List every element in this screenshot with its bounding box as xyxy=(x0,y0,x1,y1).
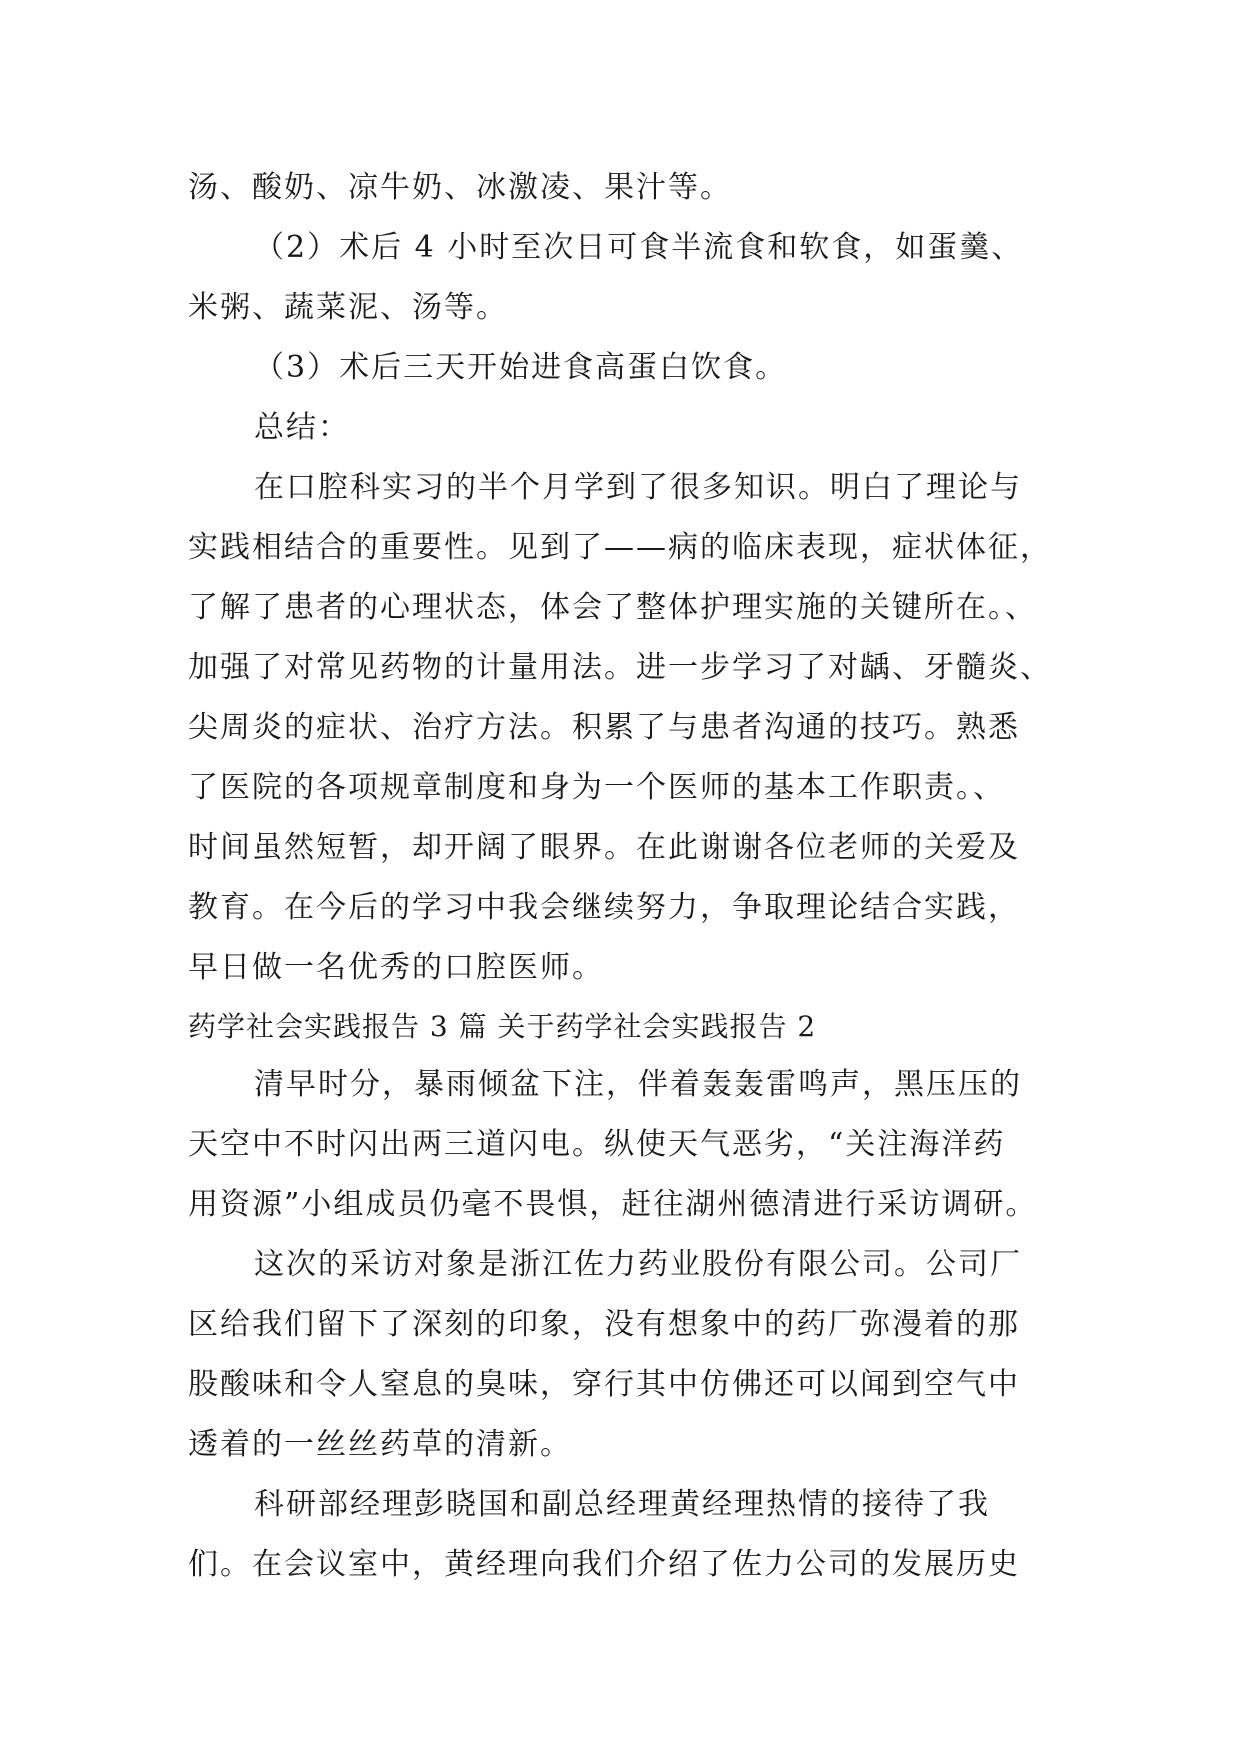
paragraph-line: 汤、酸奶、凉牛奶、冰激凌、果汁等。 xyxy=(188,170,732,205)
paragraph-line: 清早时分，暴雨倾盆下注，伴着轰轰雷鸣声，黑压压的 xyxy=(254,1067,1022,1102)
paragraph-line: 实践相结合的重要性。见到了——病的临床表现，症状体征， xyxy=(188,530,1052,565)
report-section-visit xyxy=(188,1055,1068,1595)
paragraph-line: 股酸味和令人窒息的臭味，穿行其中仿佛还可以闻到空气中 xyxy=(188,1367,1020,1402)
paragraph-line: 这次的采访对象是浙江佐力药业股份有限公司。公司厂 xyxy=(254,1247,1022,1282)
paragraph-line: 天空中不时闪出两三道闪电。纵使天气恶劣，“关注海洋药 xyxy=(188,1127,1006,1162)
section-heading: 药学社会实践报告 3 篇 关于药学社会实践报告 2 xyxy=(188,1010,817,1043)
paragraph-line: （3）术后三天开始进食高蛋白饮食。 xyxy=(254,350,788,385)
report-section-summary xyxy=(188,158,1068,998)
paragraph-line: 们。在会议室中，黄经理向我们介绍了佐力公司的发展历史 xyxy=(188,1547,1020,1582)
paragraph-line: 加强了对常见药物的计量用法。进一步学习了对龋、牙髓炎、 xyxy=(188,650,1052,685)
paragraph-line: 教育。在今后的学习中我会继续努力，争取理论结合实践， xyxy=(188,890,1020,925)
paragraph-line: （2）术后 4 小时至次日可食半流食和软食，如蛋羹、 xyxy=(254,230,1024,265)
document-body xyxy=(188,158,1068,1595)
paragraph-line: 在口腔科实习的半个月学到了很多知识。明白了理论与 xyxy=(254,470,1022,505)
paragraph-line: 时间虽然短暂，却开阔了眼界。在此谢谢各位老师的关爱及 xyxy=(188,830,1020,865)
paragraph-line: 透着的一丝丝药草的清新。 xyxy=(188,1427,572,1462)
paragraph-line: 早日做一名优秀的口腔医师。 xyxy=(188,950,604,985)
paragraph-line: 科研部经理彭晓国和副总经理黄经理热情的接待了我 xyxy=(254,1487,990,1522)
paragraph-line: 了医院的各项规章制度和身为一个医师的基本工作职责。、 xyxy=(188,770,1005,805)
paragraph-line: 尖周炎的症状、治疗方法。积累了与患者沟通的技巧。熟悉 xyxy=(188,710,1020,745)
paragraph-line: 米粥、蔬菜泥、汤等。 xyxy=(188,290,508,325)
paragraph-line: 用资源”小组成员仍毫不畏惧，赶往湖州德清进行采访调研。 xyxy=(188,1187,1038,1222)
paragraph-line: 了解了患者的心理状态，体会了整体护理实施的关键所在。、 xyxy=(188,590,1037,625)
paragraph-line: 总结： xyxy=(254,410,350,445)
paragraph-line: 区给我们留下了深刻的印象，没有想象中的药厂弥漫着的那 xyxy=(188,1307,1020,1342)
